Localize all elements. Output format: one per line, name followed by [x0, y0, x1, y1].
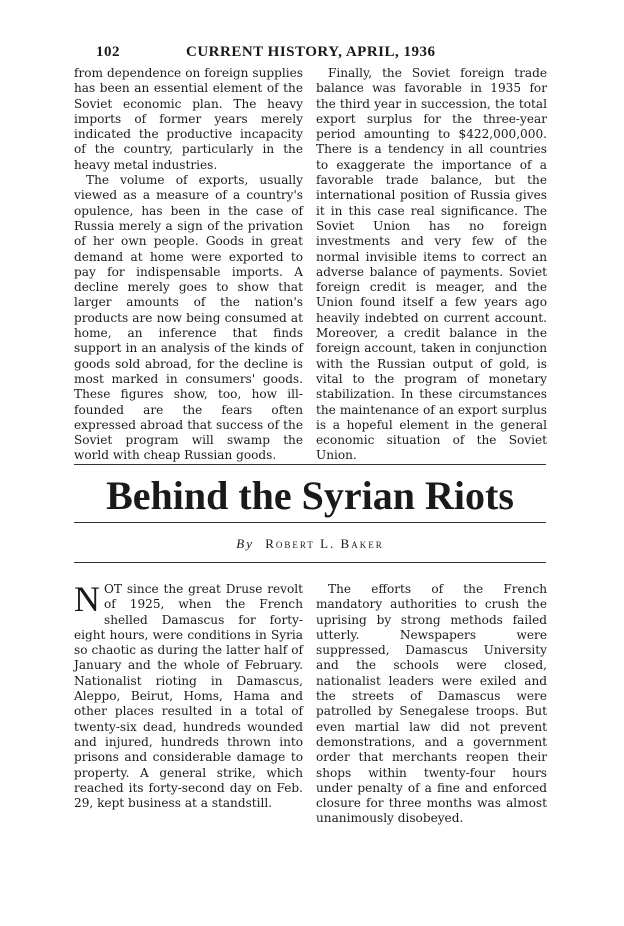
byline	[74, 536, 546, 552]
paragraph: The efforts of the French mandatory authorities to crush the uprising by strong methods failed utterly. Newspapers were suppressed, Damascus University and the schools were closed, nationalist leaders were exiled and the streets of Damascus were patrolled by Senegalese troops. But even martial law did not prevent demonstrations, and a government order that merchants reopen their shops within twenty-four hours under penalty of a fine and enforced closure for three months was almost unanimously disobeyed.	[316, 582, 547, 826]
paragraph: The volume of exports, usually viewed as a measure of a country's opulence, has been in the case of Russia merely a sign of the privation of her own people. Goods in great demand at home were exported to pay for indispensable imports. A decline merely goes to show that larger amounts of the nation's products are now being consumed at home, an inference that finds support in an analysis of the kinds of goods sold abroad, for the decline is most marked in consumers' goods. These figures show, too, how ill-founded are the fears often expressed abroad that success of the Soviet program will swamp the world with cheap Russian goods.	[74, 173, 303, 463]
article-title: Behind the Syrian Riots	[106, 473, 514, 518]
byline-author: Robert L. Baker	[265, 536, 384, 551]
lead-paragraph	[74, 579, 303, 811]
byline-by: By	[236, 536, 254, 551]
lead-caps: OT	[104, 582, 122, 596]
bottom-left-column	[74, 579, 303, 811]
paragraph: from dependence on foreign supplies has been an essential element of the Soviet economic plan. The heavy imports of former years merely indicated the productive incapacity of the country, particularly in the heavy metal industries.	[74, 66, 303, 172]
drop-cap: N	[74, 579, 100, 619]
paragraph: Finally, the Soviet foreign trade balance was favorable in 1935 for the third year in succession, the total export surplus for the three-year period amounting to $422,000,000. There is a tendency in all countries to exaggerate the importance of a favorable trade balance, but the international position of Russia gives it in this case real significance. The Soviet Union has no foreign investments and very few of the normal invisible items to correct an adverse balance of payments. Soviet foreign credit is meager, and the Union found itself a few years ago heavily indebted on current account. Moreover, a credit balance in the foreign account, taken in conjunction with the Russian output of gold, is vital to the program of monetary stabilization. In these circumstances the maintenance of an export surplus is a hopeful element in the general economic situation of the Soviet Union.	[316, 66, 547, 463]
divider	[74, 522, 546, 523]
running-title: CURRENT HISTORY, APRIL, 1936	[186, 44, 436, 60]
divider	[74, 562, 546, 563]
divider	[74, 464, 546, 465]
bottom-right-column	[316, 582, 547, 827]
paragraph-text: since the great Druse revolt of 1925, when the French shelled Damascus for forty-eight hours, were conditions in Syria so chaotic as during the latter half of January and the whole of February. Nationalist rioting in Damascus, Aleppo, Beirut, Homs, Hama and other places resulted in a total of twenty-six dead, hundreds wounded and injured, hundreds thrown into prisons and considerable damage to property. A general strike, which reached its forty-second day on Feb. 29, kept business at a standstill.	[74, 582, 303, 811]
page-number: 102	[96, 44, 120, 60]
top-right-column	[316, 66, 547, 464]
top-left-column	[74, 66, 303, 464]
